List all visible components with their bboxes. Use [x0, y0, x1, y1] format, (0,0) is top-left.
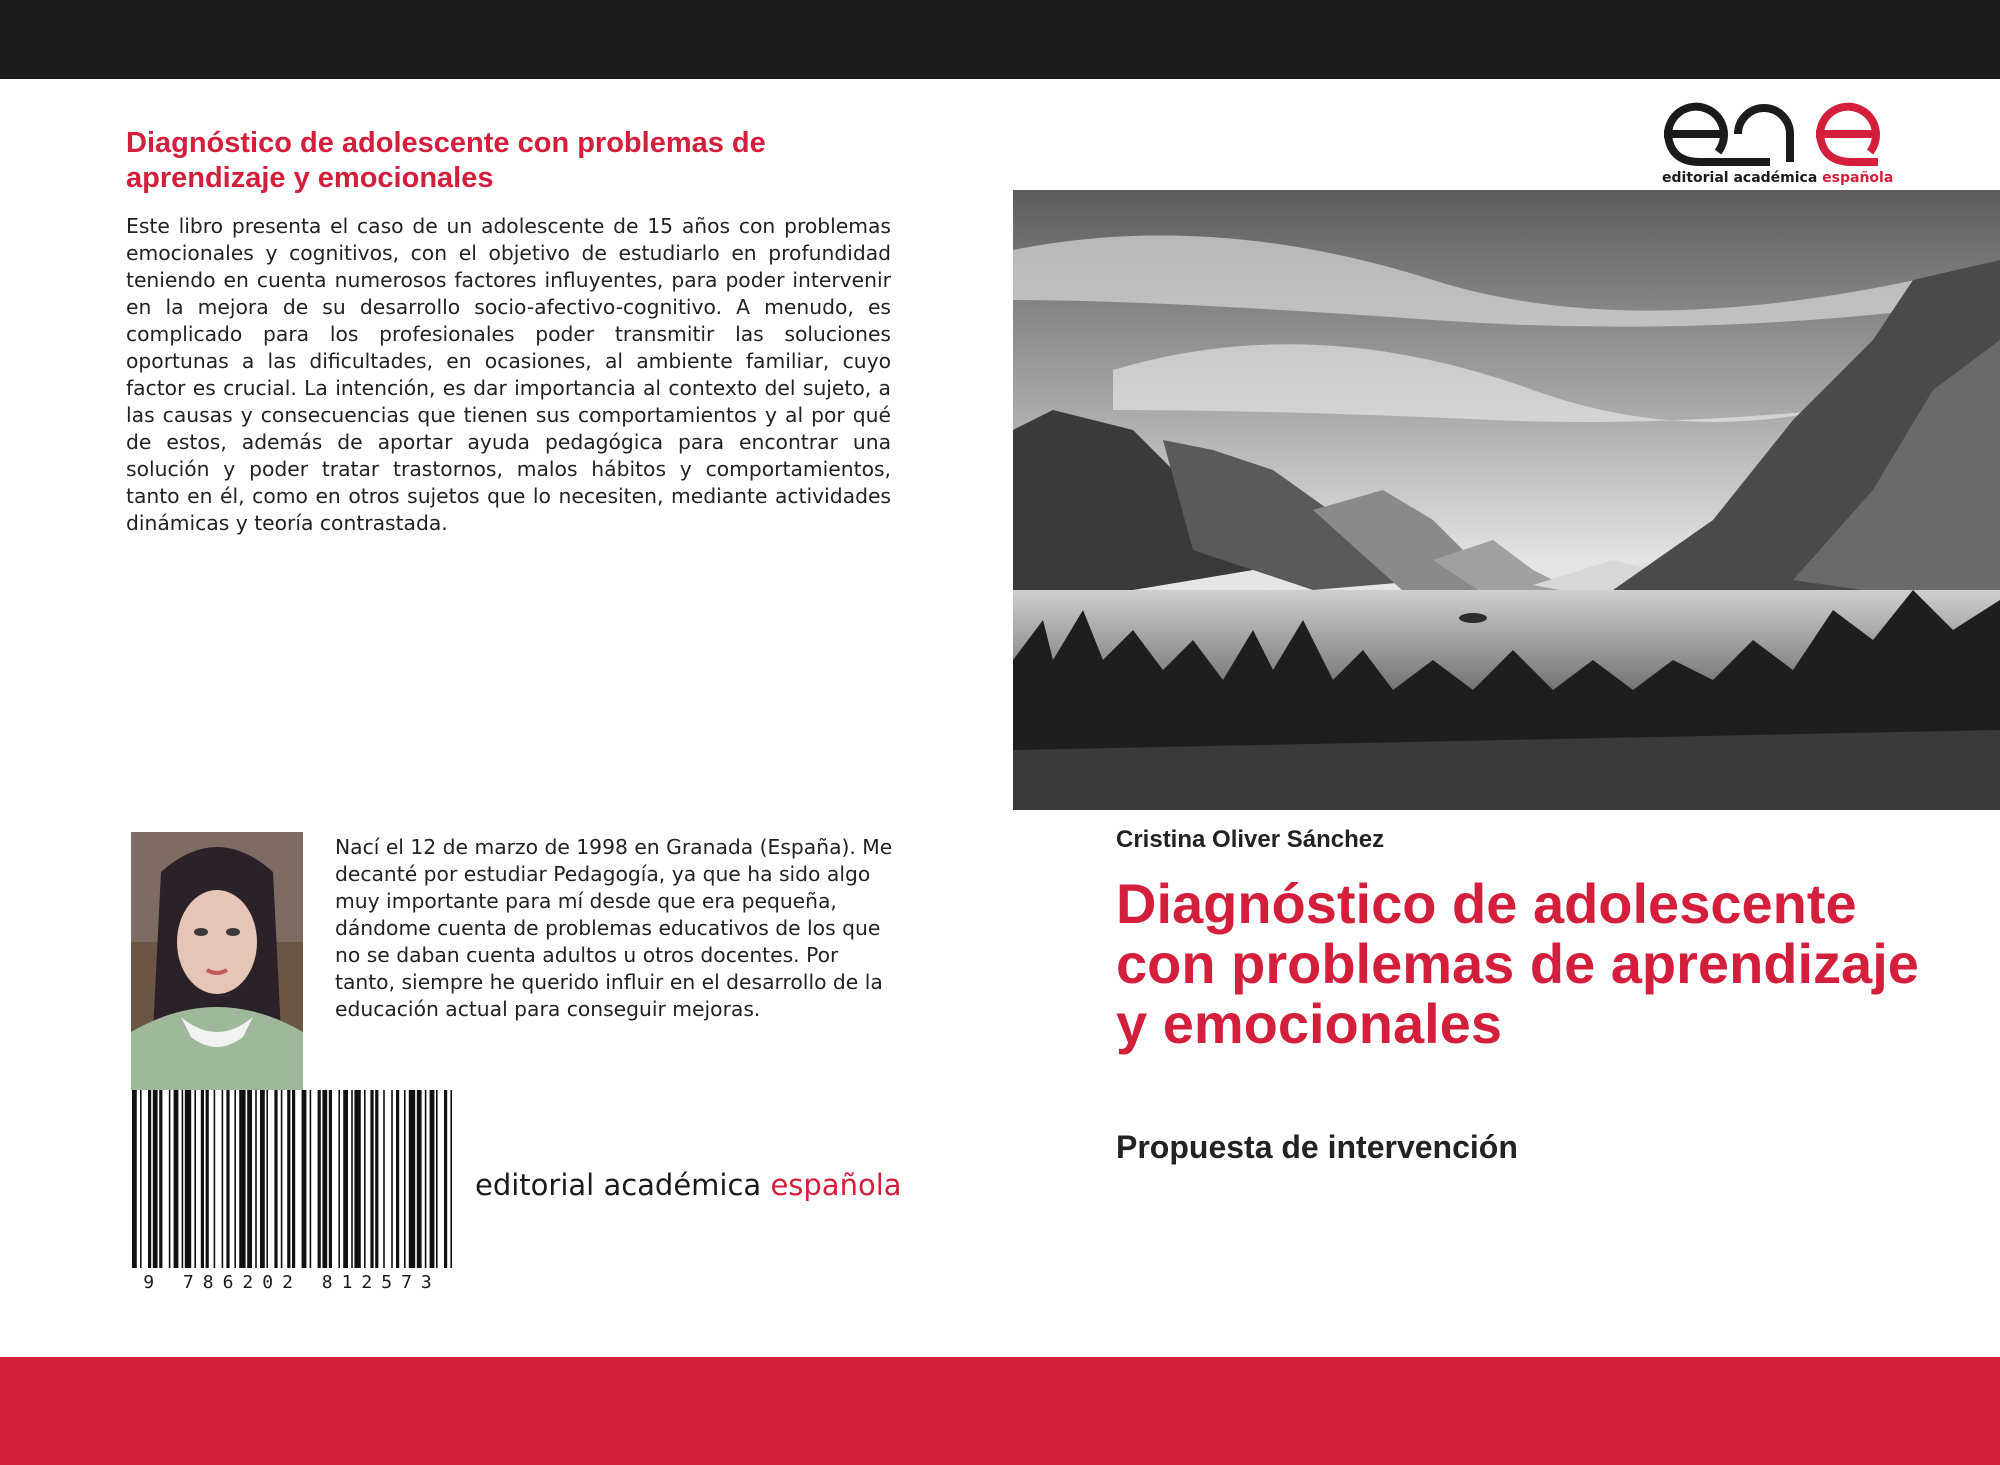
publisher-logo [1660, 98, 1894, 190]
barcode-bar [255, 1090, 257, 1268]
barcode-bar [338, 1090, 340, 1268]
barcode-bar [148, 1090, 151, 1268]
barcode-bar [222, 1090, 224, 1268]
barcode-bar [201, 1090, 204, 1268]
author-photo [131, 832, 303, 1092]
front-cover-title: Diagnóstico de adolescente con problemas de aprendizaje y emocionales [1116, 872, 1919, 1055]
barcode-bar [375, 1090, 378, 1268]
eae-logo-mark [1660, 98, 1882, 166]
barcode-bar [260, 1090, 265, 1268]
isbn-digits: 9 786202 812573 [143, 1272, 441, 1292]
barcode-bar [391, 1090, 393, 1268]
barcode-bar [318, 1090, 321, 1268]
barcode-bar [194, 1090, 196, 1268]
barcode-bar [417, 1090, 422, 1268]
barcode-bar [234, 1090, 236, 1268]
barcode-bar [140, 1090, 142, 1268]
imprint-main-text: editorial académica [475, 1168, 771, 1202]
barcode-bar [132, 1090, 137, 1268]
logo-caption-accent: española [1822, 170, 1894, 186]
barcode-bar [185, 1090, 191, 1268]
publisher-imprint [475, 1168, 902, 1202]
imprint-accent-text: española [770, 1168, 902, 1202]
author-biography: Nací el 12 de marzo de 1998 en Granada (España). Me decanté por estudiar Pedagogía, ya que ha sido algo muy importante para mí desde que era pequeña, dándome cuenta de problemas educativos de los que no se daban cuenta adultos u otros docentes. Por tanto, siempre he querido influir en el desarrollo de la educación actual para conseguir mejoras. [335, 835, 893, 1021]
book-blurb: Este libro presenta el caso de un adolescente de 15 años con problemas emocionales y cognitivos, con el objetivo de estudiarlo en profundidad teniendo en cuenta numerosos factores influyentes, para poder intervenir en la mejora de su desarrollo socio-afectivo-cognitivo. A menudo, es complicado para los profesionales poder transmitir las soluciones oportunas a las dificultades, en ocasiones, al ambiente familiar, cuyo factor es crucial. La intención, es dar importancia al contexto del sujeto, a las causas y consecuencias que tienen sus comportamientos y al por qué de estos, además de aportar ayuda pedagógica para encontrar una solución y poder tratar trastornos, malos hábitos y comportamientos, tanto en él, como en otros sujetos que lo necesiten, mediante actividades dinámicas y teoría contrastada. [126, 214, 891, 535]
barcode-bar [444, 1090, 447, 1268]
barcode-bar [182, 1090, 184, 1268]
barcode-bar [329, 1090, 332, 1268]
barcode-bar [364, 1090, 366, 1268]
back-cover-title: Diagnóstico de adolescente con problemas de aprendizaje y emocionales [126, 127, 766, 194]
barcode-bar [450, 1090, 452, 1268]
top-dark-band [0, 0, 2000, 79]
barcode-bar [425, 1090, 427, 1268]
logo-caption-main: editorial académica [1662, 170, 1823, 186]
barcode-bar [287, 1090, 290, 1268]
barcode-bar [153, 1090, 158, 1268]
barcode-bar [206, 1090, 209, 1268]
barcode-bar [247, 1090, 252, 1268]
barcode-bar [430, 1090, 435, 1268]
cover-landscape-photo [1013, 190, 2000, 810]
barcode-bar [169, 1090, 171, 1268]
barcode-bar [159, 1090, 162, 1268]
isbn-barcode [126, 1090, 458, 1292]
barcode-bar [226, 1090, 229, 1268]
front-author-name: Cristina Oliver Sánchez [1116, 826, 1385, 853]
barcode-bar [396, 1090, 399, 1268]
barcode-bar [409, 1090, 415, 1268]
barcode-bar [302, 1090, 307, 1268]
barcode-bar [239, 1090, 245, 1268]
barcode-bar [436, 1090, 438, 1268]
barcode-bar [214, 1090, 216, 1268]
barcode-bar [322, 1090, 327, 1268]
barcode-bar [404, 1090, 406, 1268]
barcode-bar [292, 1090, 295, 1268]
barcode-bar [310, 1090, 312, 1268]
bottom-red-band [0, 1357, 2000, 1465]
barcode-bar [274, 1090, 277, 1268]
barcode-bar [351, 1090, 353, 1268]
barcode-bar [354, 1090, 360, 1268]
barcode-bar [281, 1090, 283, 1268]
barcode-bar [266, 1090, 268, 1268]
barcode-bar [343, 1090, 348, 1268]
barcode-bar [383, 1090, 385, 1268]
barcode-bar [370, 1090, 373, 1268]
front-cover-subtitle: Propuesta de intervención [1116, 1129, 1518, 1165]
barcode-bar [174, 1090, 179, 1268]
logo-caption [1662, 170, 1894, 186]
